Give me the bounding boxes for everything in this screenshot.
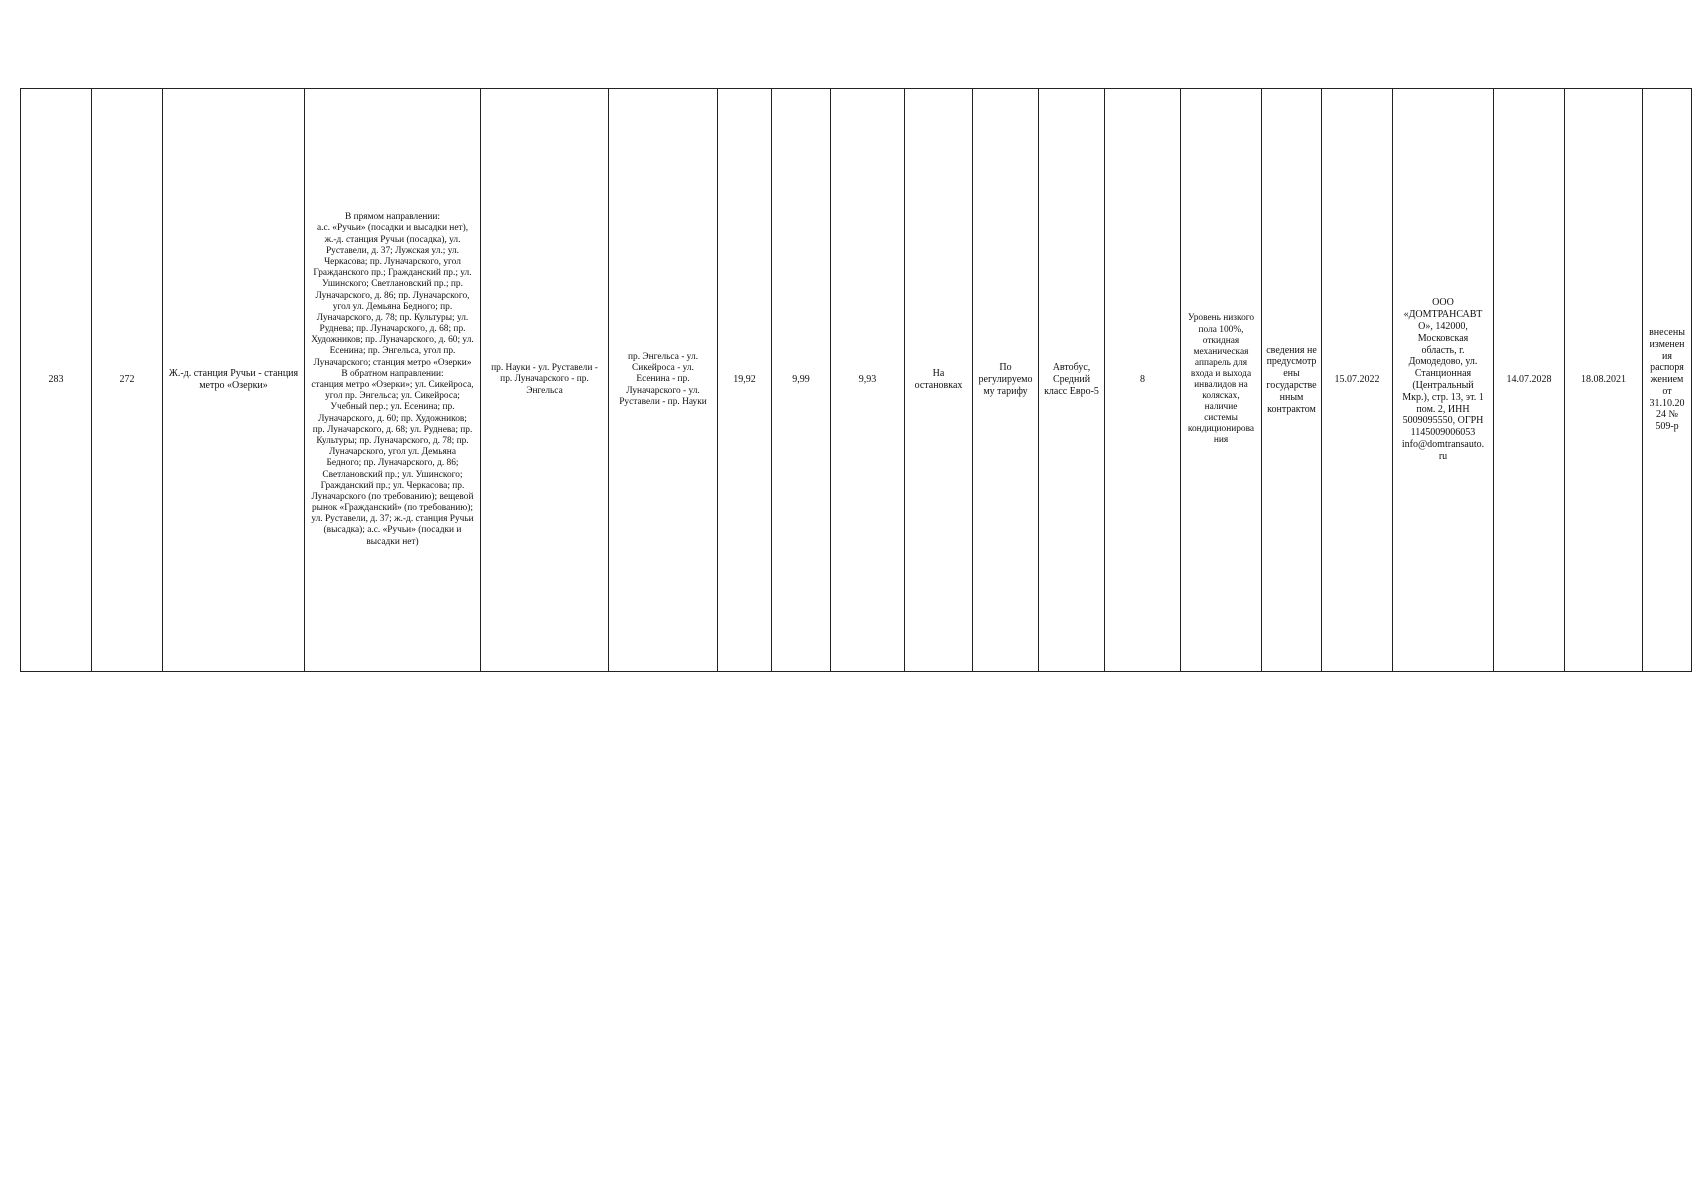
route-name-cell: Ж.-д. станция Ручьи - станция метро «Озерки» (163, 89, 305, 672)
contract-note-cell: сведения не предусмотрены государственным контрактом (1262, 89, 1322, 672)
end-date-cell: 14.07.2028 (1494, 89, 1565, 672)
vehicle-features-cell: Уровень низкого пола 100%, откидная механическая аппарель для входа и выхода инвалидов на колясках, наличие системы кондиционирования (1181, 89, 1262, 672)
table-row (21, 89, 1692, 672)
stops-forward-list: а.с. «Ручьи» (посадки и высадки нет), ж.-д. станция Ручьи (посадка), ул. Руставели, д. 37; Лужская ул.; ул. Черкасова; пр. Луначарского, угол Гражданского пр.; Гражданский пр.; ул. Ушинского; Светлановский пр.; пр. Луначарского, д. 86; пр. Луначарского, угол ул. Демьяна Бедного; пр. Луначарского, д. 78; пр. Культуры; ул. Руднева; пр. Луначарского, д. 68; пр. Художников; пр. Луначарского, д. 60; ул. Есенина; пр. Энгельса, угол пр. Луначарского; станция метро «Озерки» (311, 223, 474, 368)
registration-number-cell: 283 (21, 89, 92, 672)
extra-info-cell: внесены изменения распоряжением от 31.10.2024 № 509-р (1643, 89, 1692, 672)
stops-backward-heading: В обратном направлении: (341, 368, 444, 379)
stops-cell (305, 89, 481, 672)
boarding-order-cell: На остановках (905, 89, 973, 672)
vehicle-type-cell: Автобус, Средний класс Евро-5 (1039, 89, 1105, 672)
route-length-backward-cell: 9,93 (831, 89, 905, 672)
tariff-type-cell: По регулируемому тарифу (973, 89, 1039, 672)
start-date-cell: 15.07.2022 (1322, 89, 1393, 672)
stops-backward-list: станция метро «Озерки»; ул. Сикейроса, угол пр. Энгельса; ул. Сикейроса; Учебный пер.; ул. Есенина; пр. Луначарского, д. 60; пр. Художников; пр. Луначарского, д. 68; ул. Руднева; пр. Культуры; пр. Луначарского, д. 78; пр. Луначарского, угол ул. Демьяна Бедного; пр. Луначарского, д. 86; Светлановский пр.; ул. Ушинского; Гражданский пр.; ул. Черкасова; пр. Луначарского (по требованию); вещевой рынок «Гражданский» (по требованию); ул. Руставели, д. 37; ж.-д. станция Ручьи (высадка); а.с. «Ручьи» (посадки и высадки нет) (311, 380, 474, 547)
streets-backward-cell: пр. Энгельса - ул. Сикейроса - ул. Есенина - пр. Луначарского - ул. Руставели - пр. Науки (609, 89, 718, 672)
carrier-cell: ООО «ДОМТРАНСАВТО», 142000, Московская область, г. Домодедово, ул. Станционная (Центральный Мкр.), стр. 13, эт. 1 пом. 2, ИНН 5009095550, ОГРН 1145009006053 info@domtransauto.ru (1393, 89, 1494, 672)
route-number-cell: 272 (92, 89, 163, 672)
streets-forward-cell: пр. Науки - ул. Руставели - пр. Луначарского - пр. Энгельса (481, 89, 609, 672)
route-length-forward-cell: 9,99 (772, 89, 831, 672)
vehicle-count-cell: 8 (1105, 89, 1181, 672)
change-date-cell: 18.08.2021 (1565, 89, 1643, 672)
route-registry-table (20, 88, 1692, 672)
stops-forward-heading: В прямом направлении: (344, 212, 441, 223)
route-length-total-cell: 19,92 (718, 89, 772, 672)
